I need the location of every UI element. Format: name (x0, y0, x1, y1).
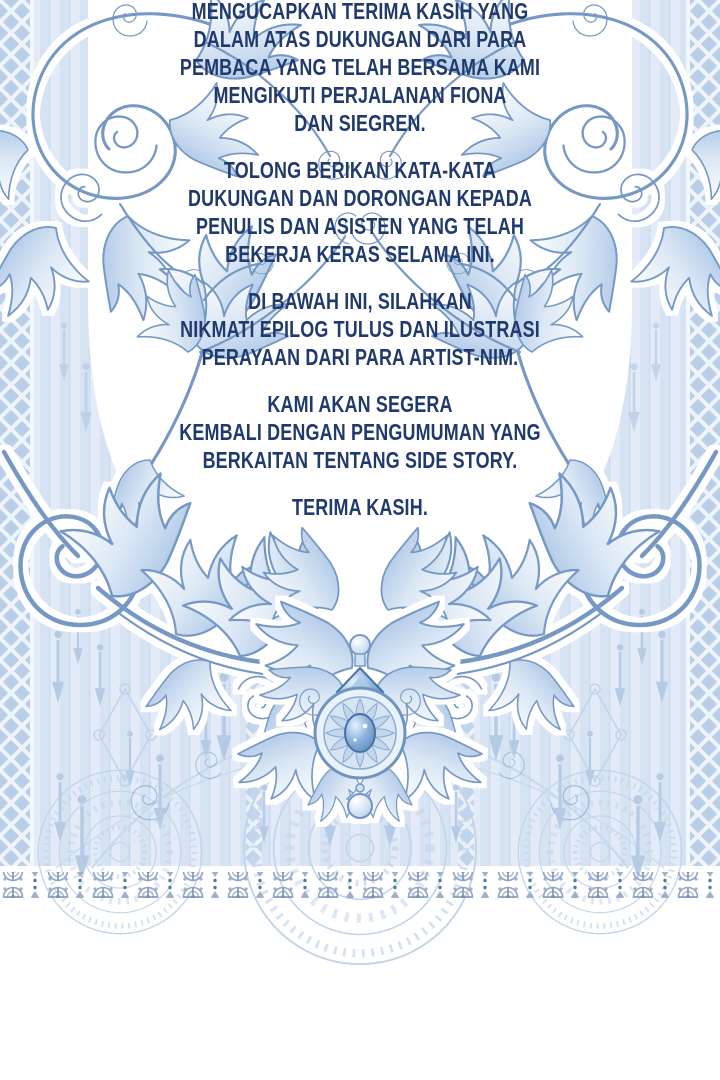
text-line: TERIMA KASIH. (292, 494, 428, 520)
paragraph-thanks (0, 0, 720, 137)
text-line: DI BAWAH INI, SILAHKAN (248, 288, 472, 314)
text-line: MENGIKUTI PERJALANAN FIONA (213, 82, 507, 108)
text-line: PENULIS DAN ASISTEN YANG TELAH (196, 213, 524, 239)
text-line: PEMBACA YANG TELAH BERSAMA KAMI (179, 54, 541, 80)
text-line: DUKUNGAN DAN DORONGAN KEPADA (188, 185, 532, 211)
text-line: BEKERJA KERAS SELAMA INI. (225, 241, 495, 267)
text-line: KAMI AKAN SEGERA (267, 391, 453, 417)
paragraph-epilog (0, 287, 720, 371)
text-line: KEMBALI DENGAN PENGUMUMAN YANG (179, 419, 541, 445)
paragraph-side-story (0, 390, 720, 474)
text-line: MENGUCAPKAN TERIMA KASIH YANG (191, 0, 529, 24)
text-line: DAN SIEGREN. (294, 110, 426, 136)
text-line: NIKMATI EPILOG TULUS DAN ILUSTRASI (180, 316, 540, 342)
lace-border (0, 872, 720, 898)
text-line: BERKAITAN TENTANG SIDE STORY. (202, 447, 518, 473)
text-line: TOLONG BERIKAN KATA-KATA (223, 157, 497, 183)
text-line: DALAM ATAS DUKUNGAN DARI PARA (193, 26, 527, 52)
paragraph-closing (0, 493, 720, 521)
text-line: PERAYAAN DARI PARA ARTIST-NIM. (201, 344, 519, 370)
paragraph-support (0, 156, 720, 268)
